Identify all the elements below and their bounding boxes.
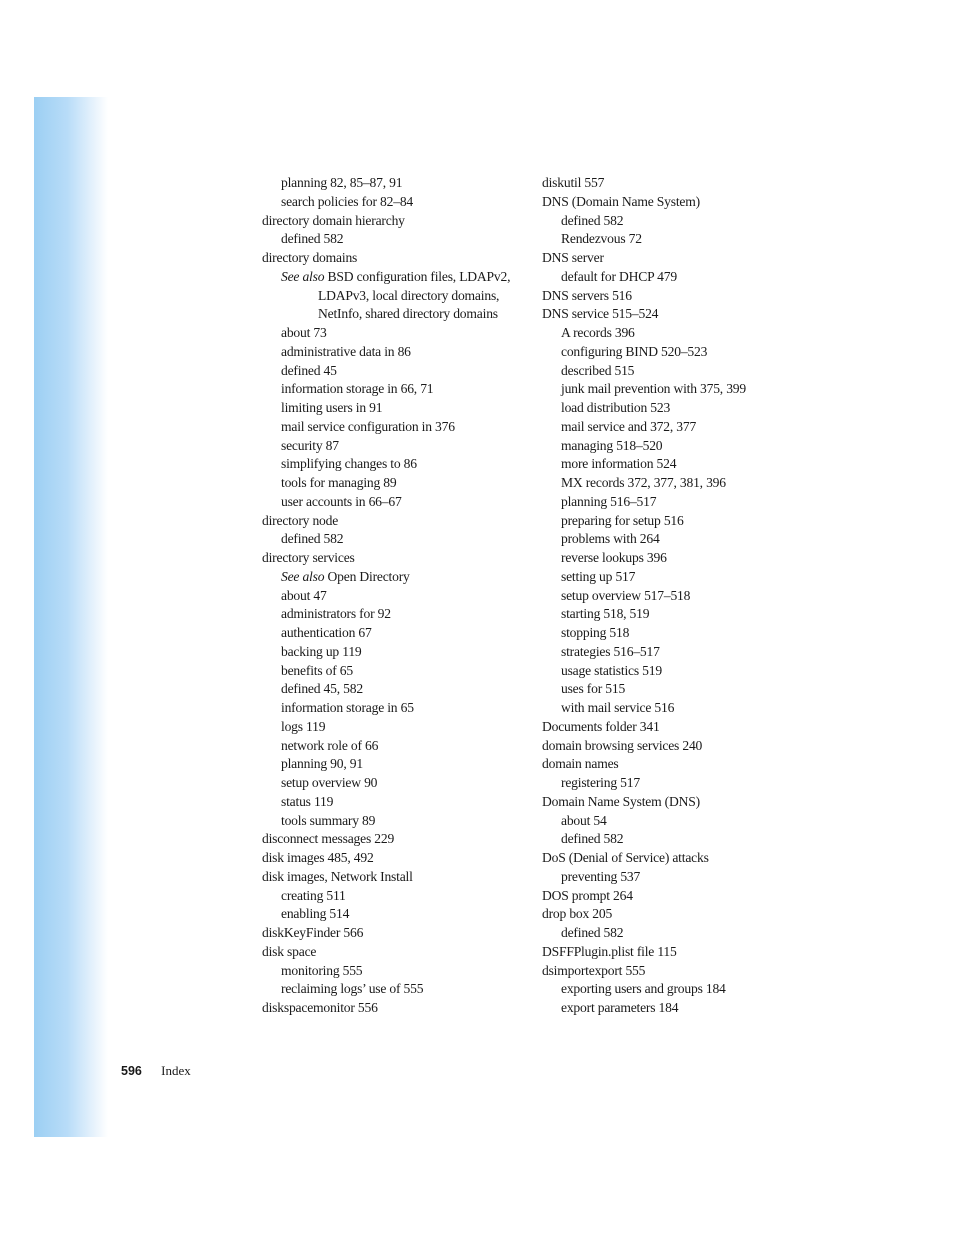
entry-text: DNS service 515–524 [542,306,659,322]
entry-text: preparing for setup 516 [561,512,684,528]
entry-text: MX records 372, 377, 381, 396 [561,475,726,490]
entry-text: tools for managing 89 [281,475,397,490]
entry-text: directory node [262,512,339,528]
index-subentry [262,193,532,212]
entry-text: Rendezvous 72 [561,231,642,247]
entry-text: mail service and 372, 377 [561,418,697,434]
index-subentry [542,812,822,831]
entry-text: defined 582 [281,531,344,547]
index-subentry [262,305,532,324]
index-subentry [262,587,532,606]
index-subentry [542,699,822,718]
entry-text: limiting users in 91 [281,400,383,415]
entry-text: information storage in 66, 71 [281,381,434,397]
entry-text: A records 396 [561,325,635,340]
entry-text: Domain Name System (DNS) [542,793,700,809]
entry-text: monitoring 555 [281,962,363,978]
entry-text: junk mail prevention with 375, 399 [561,381,746,397]
index-subentry [542,568,822,587]
index-subentry [262,812,532,831]
index-entry [262,849,532,868]
index-subentry [262,324,532,343]
page-footer [121,1063,191,1079]
index-entry [542,249,822,268]
index-subentry [262,980,532,999]
see-also-label: See also [281,568,325,584]
entry-text: disk space [262,943,317,959]
entry-text: defined 582 [561,212,624,228]
entry-text: planning 82, 85–87, 91 [281,175,403,190]
entry-text: enabling 514 [281,906,350,922]
index-subentry [262,793,532,812]
side-margin-band [34,97,108,1137]
entry-text: information storage in 65 [281,700,414,715]
index-entry [542,718,822,737]
index-subentry [542,680,822,699]
entry-text: DOS prompt 264 [542,887,633,903]
index-entry [262,549,532,568]
entry-text: disk images, Network Install [262,868,413,884]
entry-text: backing up 119 [281,643,362,659]
index-subentry [542,474,822,493]
index-entry [542,849,822,868]
index-subentry [542,587,822,606]
entry-text: problems with 264 [561,531,660,547]
page-number: 596 [121,1064,142,1078]
index-subentry [542,924,822,943]
entry-text: exporting users and groups 184 [561,981,726,997]
index-subentry [262,455,532,474]
entry-text: registering 517 [561,775,640,790]
index-subentry [262,774,532,793]
entry-text: search policies for 82–84 [281,193,414,209]
entry-text: about 54 [561,812,607,828]
entry-text: administrators for 92 [281,606,391,622]
entry-text: setup overview 90 [281,775,378,790]
index-subentry [262,362,532,381]
entry-text: defined 45 [281,362,337,378]
index-subentry [542,399,822,418]
index-subentry [262,230,532,249]
index-column-right [542,174,822,1018]
index-subentry [542,343,822,362]
index-subentry [542,230,822,249]
index-entry [262,512,532,531]
entry-text: about 73 [281,325,327,340]
index-entry [262,999,532,1018]
entry-text: strategies 516–517 [561,643,660,659]
index-subentry [542,605,822,624]
index-entry [542,905,822,924]
entry-text: DoS (Denial of Service) attacks [542,850,709,865]
index-subentry [262,643,532,662]
entry-text: tools summary 89 [281,812,376,828]
index-subentry [262,399,532,418]
entry-text: setup overview 517–518 [561,587,691,603]
entry-text: reclaiming logs’ use of 555 [281,981,424,997]
entry-text: DSFFPlugin.plist file 115 [542,943,677,959]
entry-text: uses for 515 [561,681,626,697]
index-subentry [262,905,532,924]
index-subentry [262,437,532,456]
footer-section-title: Index [161,1063,191,1078]
index-entry [542,174,822,193]
index-subentry [542,662,822,681]
index-subentry [262,624,532,643]
entry-text: NetInfo, shared directory domains [318,306,498,322]
entry-text: configuring BIND 520–523 [561,343,708,359]
index-entry [262,943,532,962]
entry-text: default for DHCP 479 [561,268,677,284]
index-subentry [262,268,532,287]
entry-text: about 47 [281,587,327,603]
index-subentry [542,530,822,549]
entry-text: user accounts in 66–67 [281,493,402,509]
index-subentry [542,437,822,456]
entry-text: BSD configuration files, LDAPv2, [324,268,511,284]
index-subentry [542,212,822,231]
entry-text: network role of 66 [281,737,379,753]
index-subentry [542,830,822,849]
index-subentry [262,380,532,399]
entry-text: disk images 485, 492 [262,850,374,865]
entry-text: usage statistics 519 [561,662,662,678]
index-subentry [262,737,532,756]
entry-text: reverse lookups 396 [561,550,667,565]
index-subentry [542,774,822,793]
index-subentry [262,755,532,774]
index-subentry [262,680,532,699]
index-entry [262,868,532,887]
index-subentry [542,980,822,999]
entry-text: administrative data in 86 [281,343,411,359]
index-entry [542,305,822,324]
entry-text: simplifying changes to 86 [281,456,417,472]
index-subentry [262,493,532,512]
index-subentry [262,962,532,981]
entry-text: diskKeyFinder 566 [262,925,364,940]
entry-text: domain browsing services 240 [542,737,703,753]
index-subentry [262,174,532,193]
entry-text: defined 45, 582 [281,681,363,697]
index-subentry [542,999,822,1018]
entry-text: status 119 [281,793,334,809]
entry-text: DNS server [542,250,604,265]
index-entry [542,755,822,774]
index-subentry [542,512,822,531]
entry-text: DNS (Domain Name System) [542,193,700,209]
index-subentry [262,530,532,549]
entry-text: stopping 518 [561,625,630,640]
entry-text: directory domain hierarchy [262,212,405,228]
entry-text: planning 516–517 [561,493,657,509]
entry-text: directory services [262,550,355,565]
index-subentry [262,474,532,493]
entry-text: defined 582 [561,831,624,847]
entry-text: more information 524 [561,456,677,472]
entry-text: managing 518–520 [561,437,663,453]
index-subentry [542,324,822,343]
index-subentry [542,549,822,568]
entry-text: load distribution 523 [561,400,671,415]
index-entry [542,887,822,906]
entry-text: setting up 517 [561,568,636,584]
entry-text: preventing 537 [561,868,641,884]
entry-text: with mail service 516 [561,700,675,715]
index-subentry [262,343,532,362]
entry-text: export parameters 184 [561,1000,679,1015]
entry-text: diskutil 557 [542,175,605,190]
index-subentry [262,287,532,306]
index-subentry [262,887,532,906]
entry-text: authentication 67 [281,625,372,640]
entry-text: directory domains [262,250,358,265]
entry-text: Documents folder 341 [542,718,660,734]
entry-text: starting 518, 519 [561,606,650,622]
index-subentry [262,699,532,718]
index-subentry [542,362,822,381]
entry-text: diskspacemonitor 556 [262,1000,378,1015]
entry-text: Open Directory [324,568,410,584]
index-column-left [262,174,532,1018]
entry-text: defined 582 [561,925,624,940]
index-subentry [542,493,822,512]
entry-text: LDAPv3, local directory domains, [318,287,500,303]
index-entry [262,830,532,849]
index-subentry [542,268,822,287]
entry-text: security 87 [281,437,339,453]
index-subentry [262,718,532,737]
index-entry [262,249,532,268]
index-entry [262,212,532,231]
entry-text: DNS servers 516 [542,287,632,303]
index-subentry [542,868,822,887]
entry-text: defined 582 [281,231,344,247]
index-subentry [262,568,532,587]
entry-text: disconnect messages 229 [262,831,395,847]
entry-text: described 515 [561,362,635,378]
entry-text: mail service configuration in 376 [281,418,455,434]
index-entry [542,737,822,756]
entry-text: domain names [542,756,619,772]
see-also-label: See also [281,268,325,284]
index-entry [542,962,822,981]
index-entry [542,193,822,212]
index-entry [542,287,822,306]
entry-text: creating 511 [281,887,346,903]
index-subentry [262,662,532,681]
entry-text: drop box 205 [542,906,613,922]
index-subentry [262,605,532,624]
index-subentry [542,624,822,643]
entry-text: planning 90, 91 [281,756,363,772]
index-subentry [542,380,822,399]
index-entry [262,924,532,943]
index-entry [542,943,822,962]
entry-text: dsimportexport 555 [542,962,646,978]
entry-text: logs 119 [281,718,326,734]
index-subentry [542,418,822,437]
index-entry [542,793,822,812]
index-subentry [262,418,532,437]
index-subentry [542,455,822,474]
index-subentry [542,643,822,662]
entry-text: benefits of 65 [281,662,353,678]
